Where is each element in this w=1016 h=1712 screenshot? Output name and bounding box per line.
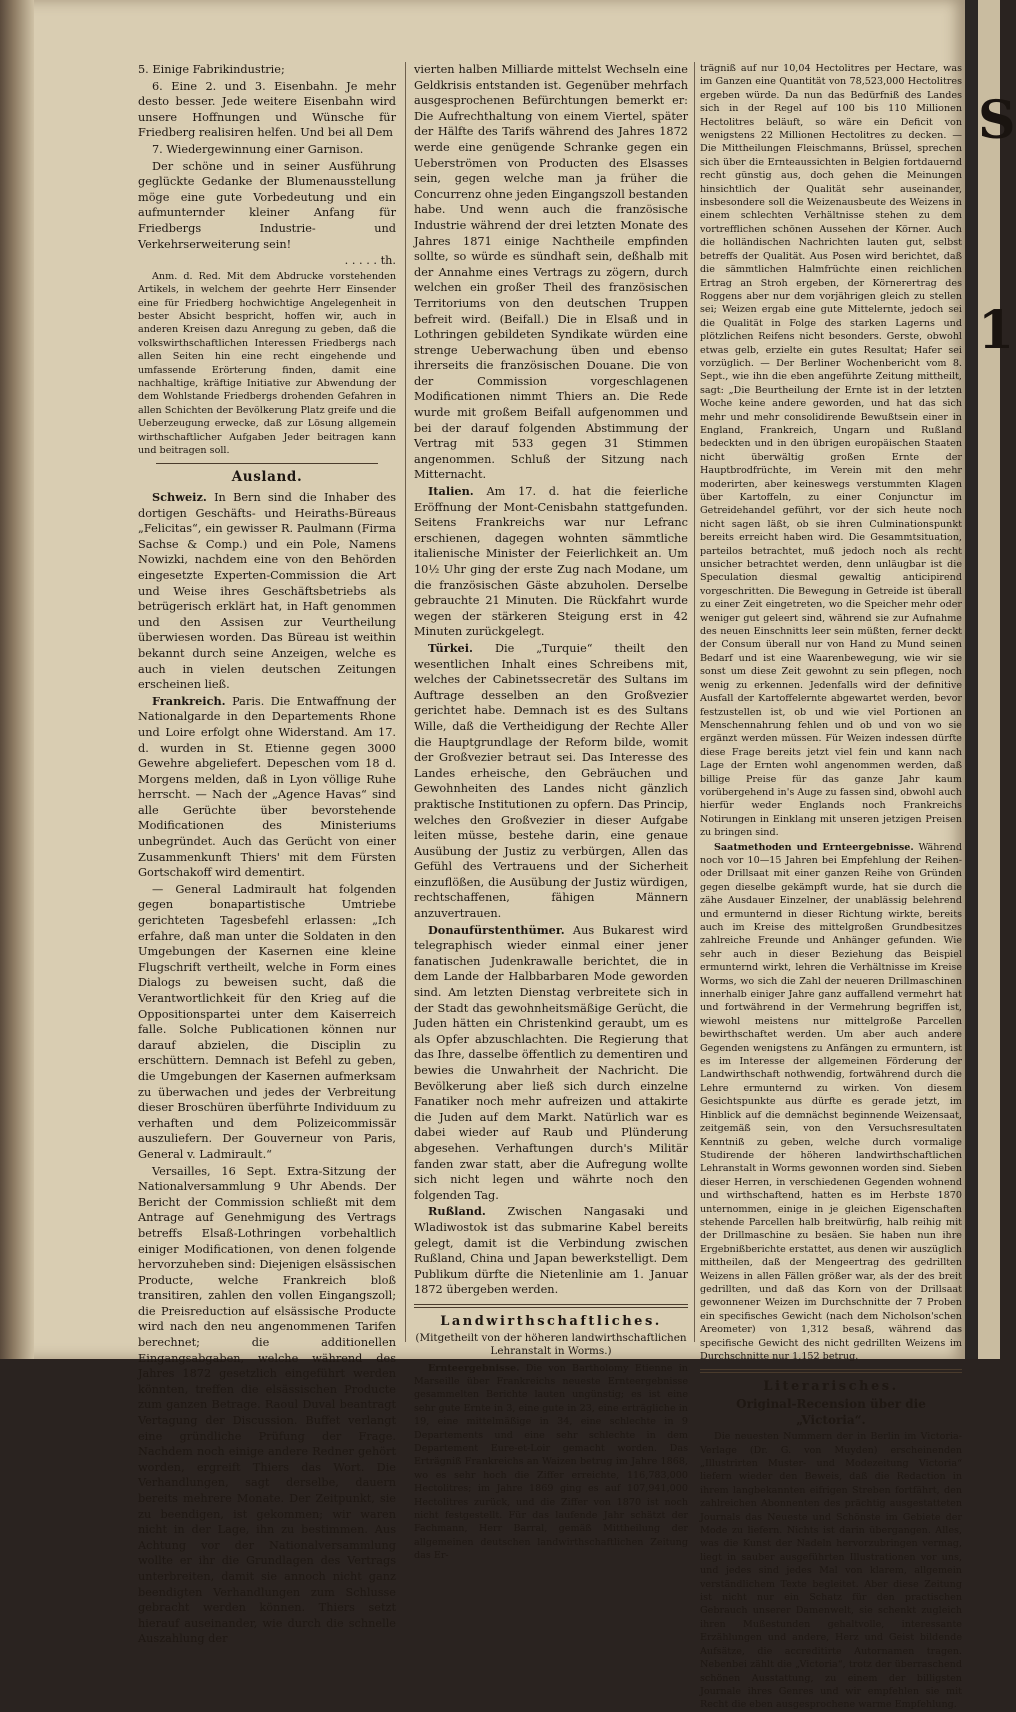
article-body: Die von Bartholomy Etienne in Marseille über Frankreichs neueste Ernteergebnisse gesammelten Berichte lauten ungünstig; es ist eine sehr gute Ernte in 3, eine gute in 23, eine erträgliche in 19, eine mittelmäßige in 34, eine schlechte in 9 Departements und eine sehr schlechte in dem Departement Eure-et-Loir gemacht worden. Das Erträgniß Frankreichs an Waizen betrug im Jahre 1868, wo es sehr hoch die Ziffer erreichte, 116,783,000 Hectolitres; im Jahre 1869 ging es auf 107,941,000 Hectolitres zurück, und die Ziffer von 1870 ist noch nicht festgestellt. Für das laufende Jahr schätzt der Fachmann, Herr Barral, gemäß Mittheilung der allgemeinen deutschen landwirthschaftlichen Zeitung das Er- xyxy=(414,1362,688,1562)
section-divider xyxy=(700,1369,962,1373)
article-lead: Donaufürstenthümer. xyxy=(428,922,565,937)
article-italien xyxy=(414,484,688,640)
article-donau xyxy=(414,923,688,1204)
column-1 xyxy=(138,62,397,1646)
article-victoria: Die neuesten Nummern der in Berlin im Victoria-Verlage (Dr. G. von Muyden) erscheinenden „Illustrirten Muster- und Modezeitung Victoria“ liefern wieder den Beweis, daß die Redaction in ihrem langbekannten eifrigen Streben fortfährt, den zahlreichen Abonnenten des prächtig ausgestatteten Journals das Neueste und Schönste im Gebiete der Mode zu liefern. Nichts ist darin übergangen. Alles, was die Kunst der Nadeln hervorzubringen vermag, liegt in sauber ausgeführten Illustrationen vor uns, und jedes sind jedes Mal von klarem, allgemein verständlichem Texte begleitet. Aber diese Zeitung ist nicht nur ein Schatz für den practischen Gebrauch unserer Damenwelt, sie schenkt zugleich ihren Mußestunden gehaltvolle, interessante Erzählungen und andere, Herz und Geist bildende Aufsätze, die accreditirte Autornamen tragen. Nebenbei zählt die „Victoria“, trotz der überraschend schönen Ausstattung, zu einem der billigsten Journale ihres Genres und wir empfehlen sie mit Recht die eben ausgesprochene warme Empfehlung. xyxy=(700,1431,962,1711)
article-lead: Rußland. xyxy=(428,1204,486,1219)
editor-note: Anm. d. Red. Mit dem Abdrucke vorstehenden Artikels, in welchem der geehrte Herr Einsender eine für Friedberg hochwichtige Angelegenheit in bester Absicht bespricht, hoffen wir, auch in anderen Kreisen dazu Anregung zu geben, daß die volkswirthschaftlichen Interessen Friedbergs nach allen Seiten hin eine recht eingehende und umfassende Erörterung finden, damit eine nachhaltige, kräftige Initiative zur Abwendung der dem Wohlstande Friedbergs drohenden Gefahren in allen Schichten der Bevölkerung Platz greife und die Ueberzeugung erwecke, daß zur Lösung allgemein wirthschaftlicher Aufgaben Jeder beitragen kann und beitragen soll. xyxy=(138,270,396,456)
article-ernte xyxy=(414,1362,688,1563)
author-signature: . . . . . th. xyxy=(344,254,396,268)
article-lead: Schweiz. xyxy=(152,490,207,504)
scan-margin xyxy=(965,0,1016,1359)
section-heading-literarisches: Literarisches. xyxy=(763,1379,899,1395)
section-subtitle: (Mitgetheilt von der höheren landwirthschaftlichen Lehranstalt in Worms.) xyxy=(415,1331,687,1357)
next-page-letter: S xyxy=(978,90,1016,151)
article-russland xyxy=(414,1204,688,1298)
article-lead: Saatmethoden und Ernteergebnisse. xyxy=(714,841,914,853)
article-body: Während noch vor 10—15 Jahren bei Empfehlung der Reihen- oder Drillsaat mit einer ganzen Reihe von Gründen gegen dieselbe gekämpft wurde, hat sie durch die zähe Ausdauer Einzelner, der unablässig belehrend und ermunternd in dieser Richtung wirkte, bereits auch im Kreise des mittelgroßen Grundbesitzes zahlreiche Freunde und Anhänger gefunden. Wie sehr auch in dieser Beziehung das Beispiel ermunternd wirkt, lehren die Verhältnisse im Kreise Worms, wo sich die Zahl der neueren Drillmaschinen innerhalb einiger Jahre ganz auffallend vermehrt hat und fortwährend in der Vermehrung begriffen ist, wiewohl meistens nur mittelgroße Parcellen bewirthschaftet werden. Um aber auch andere Gegenden wenigstens zu Anfängen zu ermuntern, ist es im Interesse der allgemeinen Förderung der Landwirthschaft nothwendig, fortwährend durch die Lehre ermunternd zu wirken. Von diesem Gesichtspunkte aus dürfte es gerade jetzt, im Hinblick auf die demnächst beginnende Weizensaat, zeitgemäß sein, von den Versuchsresultaten Kenntniß zu geben, welche durch vormalige Studirende der höheren landwirthschaftlichen Lehranstalt in Worms gewonnen worden sind. Sieben dieser Herren, in verschiedenen Gegenden wohnend und wirthschaftend, hatten es im Herbste 1870 unternommen, einige in je gleichen Eigenschaften stehende Parcellen halb breitwürfig, halb reihig mit der Drillmaschine zu besäen. Sie haben nun ihre Ergebnißberichte erstattet, aus denen wir auszüglich mittheilen, daß der Mengeertrag des gedrillten Weizens in allen Fällen größer war, als der des breit gedrillten, und daß das Korn von der Drillsaat gewonnener Weizen im Durchschnitte der 7 Proben ein specifisches Gewicht (nach dem Nicholson'schen Areometer) von 1,312 besaß, während das specifische Gewicht des nicht gedrillten Weizens im Durchschnitte nur 1,152 betrug. xyxy=(700,841,962,1362)
article-body: In Bern sind die Inhaber des dortigen Geschäfts- und Heiraths-Büreaus „Felicitas“, ein gewisser R. Paulmann (Firma Sachse & Comp.) und ein Pole, Namens Nowizki, nachdem eine von den Behörden eingesetzte Experten-Commission die Art und Weise ihres Geschäftsbetriebs als betrügerisch erklärt hat, in Haft genommen und den Assisen zur Veurtheilung überwiesen worden. Das Büreau ist weithin bekannt durch seine Anzeigen, welche es auch in vielen deutschen Zeitungen erscheinen ließ. xyxy=(138,491,396,692)
next-page-letter: 1 xyxy=(978,300,1015,361)
closing-paragraph: Der schöne und in seiner Ausführung geglückte Gedanke der Blumenausstellung möge eine gute Vorbedeutung und ein aufmunternder kleiner Anfang für Friedbergs Industrie- und Verkehrserweiterung sein! xyxy=(138,159,396,251)
book-binding-edge xyxy=(0,0,34,1359)
article-lead: Italien. xyxy=(428,484,474,499)
article-schweiz xyxy=(138,490,396,693)
section-subtitle: Original-Recension über die „Victoria“. xyxy=(736,1397,926,1427)
article-body: Am 17. d. hat die feierliche Eröffnung der Mont-Cenisbahn stattgefunden. Seitens Frankreichs war nur Lefranc erschienen, dagegen wohnten sämmtliche italienische Minister der Feierlichkeit an. Um 10½ Uhr ging der erste Zug nach Modane, um die französischen Gäste abzuholen. Derselbe gebrauchte 21 Minuten. Die Rückfahrt wurde wegen der stärkeren Steigung erst in 42 Minuten zurückgelegt. xyxy=(414,485,689,639)
section-heading-landwirthschaft: Landwirthschaftliches. xyxy=(440,1313,662,1329)
next-page-edge xyxy=(978,0,1016,1359)
list-item: 7. Wiedergewinnung einer Garnison. xyxy=(152,142,364,156)
article-body: Aus Bukarest wird telegraphisch wieder einmal einer jener fanatischen Judenkrawalle berichtet, die in dem Lande der Halbbarbaren Mode geworden sind. Am letzten Dienstag verbreitete sich in der Stadt das gewohnheitsmäßige Gerücht, die Juden hätten ein Christenkind geraubt, um es als Opfer abzuschlachten. Die Regierung that das Ihre, dasselbe öffentlich zu dementiren und bewies die Unwahrheit der Nachricht. Die Bevölkerung aber ließ sich durch einzelne Fanatiker noch mehr aufreizen und attakirte die Juden auf dem Markt. Natürlich war es dabei wieder auf Raub und Plünderung abgesehen. Verhaftungen durch's Militär fanden zwar statt, aber die Aufregung wollte sich nicht legen und währte noch den folgenden Tag. xyxy=(414,923,688,1202)
article-frankreich xyxy=(138,694,396,881)
article-lead: Türkei. xyxy=(428,640,473,655)
column-rule xyxy=(405,62,406,1342)
column-2 xyxy=(414,62,689,1562)
section-divider xyxy=(414,1304,688,1308)
article-versailles: Versailles, 16 Sept. Extra-Sitzung der Nationalversammlung 9 Uhr Abends. Der Bericht der Commission schließt mit dem Antrage auf Genehmigung des Vertrags betreffs Elsaß-Lothringen vorbehaltlich einiger Modificationen, von denen folgende hervorzuheben sind: Diejenigen elsässischen Producte, welche Frankreich bloß transitiren, zahlen den vollen Eingangszoll; die Preisreduction auf elsässische Producte wird nach den neu angenommenen Tarifen berechnet; die additionellen Eingangsabgaben, welche während des Jahres 1872 gesetzlich eingeführt werden könnten, treffen die elsässischen Producte zum ganzen Betrage. Raoul Duval beantragt Vertagung der Discussion. Buffet verlangt eine gründliche Prüfung der Frage. Nachdem noch einige andere Redner gehört worden, ergreift Thiers das Wort. Die Verhandlungen, sagt derselbe, dauern bereits mehrere Monate. Der Zeitpunkt, sie zu beendigen, ist gekommen; wir waren nicht in der Lage, ihn zu bestimmen. Aus Achtung vor der Nationalversammlung wollte er ihr die Grundlagen des Vertrags unterbreiten, damit sie annoch nicht ganz beendigten Verhandlungen zum Schlusse gebracht werden können. Thiers setzt hierauf auseinander, wie durch die schnelle Auszahlung der xyxy=(138,1164,396,1646)
section-divider xyxy=(156,463,378,464)
article-body: Paris. Die Entwaffnung der Nationalgarde in den Departements Rhone und Loire erfolgt ohne Widerstand. Am 17. d. wurden in St. Etienne gegen 3000 Gewehre abgeliefert. Depeschen vom 18 d. Morgens melden, daß in Lyon völlige Ruhe herrscht. — Nach der „Agence Havas“ sind alle Gerüchte über bevorstehende Modificationen des Ministeriums unbegründet. Auch das Gerücht von einer Zusammenkunft Thiers' mit dem Fürsten Gortschakoff wird dementirt. xyxy=(138,694,397,880)
article-lead: Ernteergebnisse. xyxy=(428,1362,520,1374)
article-tuerkei xyxy=(414,641,688,922)
article-saatmethoden xyxy=(700,841,962,1364)
list-item: 5. Einige Fabrikindustrie; xyxy=(138,63,285,76)
column-rule xyxy=(694,62,695,1342)
list-item: 6. Eine 2. und 3. Eisenbahn. Je mehr desto besser. Jede weitere Eisenbahn wird unsere Hoffnungen und Wünsche für Friedberg realisiren helfen. Und bei all Dem xyxy=(138,79,396,140)
column-3 xyxy=(700,62,962,1711)
article-ladmirault: — General Ladmirault hat folgenden gegen bonapartistische Umtriebe gerichteten Tagesbefehl erlassen: „Ich erfahre, daß man unter die Soldaten in den Umgebungen der Kasernen eine kleine Flugschrift vertheilt, welche in Form eines Dialogs zu beweisen sucht, daß die Verantwortlichkeit für den Krieg auf die Oppositionspartei unter dem Kaiserreich falle. Solche Publicationen können nur darauf abzielen, die Disciplin zu erschüttern. Demnach ist Befehl zu geben, die Umgebungen der Kasernen aufmerksam zu überwachen und jedes der Verbreitung dieser Broschüren überführte Individuum zu verhaften und dem Polizeicommissär auszuliefern. Der Gouverneur von Paris, General v. Ladmirault.“ xyxy=(138,882,396,1161)
article-body: Die „Turquie“ theilt den wesentlichen Inhalt eines Schreibens mit, welches der Cabinetssecretär des Sultans im Auftrage desselben an den Großvezier gerichtet habe. Demnach ist es des Sultans Wille, daß die Vertheidigung der Rechte Aller die Hauptgrundlage der Reform bilde, womit der Großvezier betraut sei. Das Interesse des Landes erheische, den Gebräuchen und Gewohnheiten des Landes nicht gänzlich praktische Institutionen zu opfern. Das Princip, welches den Großvezier in dieser Aufgabe leiten müsse, bestehe darin, eine genaue Ausübung der Justiz zu verbürgen, Allen das Gefühl des Vertrauens und der Sicherheit einzuflößen, die Ausübung der Justiz würdigen, rechtschaffenen, fähigen Männern anzuvertrauen. xyxy=(414,641,688,921)
article-continuation: trägniß auf nur 10,04 Hectolitres per Hectare, was im Ganzen eine Quantität von 78,523,000 Hectolitres ergeben würde. Da nun das Bedürfniß des Landes sich in der Regel auf 100 bis 110 Millionen Hectolitres beläuft, so wäre ein Deficit von wenigstens 22 Millionen Hectolitres zu decken. — Die Mittheilungen Fleischmanns, Brüssel, sprechen sich über die Ernteaussichten in Belgien fortdauernd recht günstig aus, doch gehen die Meinungen hinsichtlich der Qualität sehr auseinander, insbesondere soll die Weizenausbeute des Weizens in einem schlechten Verhältnisse stehen zu dem vortrefflichen schönen Aussehen der Körner. Auch die holländischen Nachrichten lauten gut, selbst betreffs der Qualität. Aus Posen wird berichtet, daß die sämmtlichen Halmfrüchte einen reichlichen Ertrag an Stroh ergeben, der Körnerertrag des Roggens aber nur dem vorjährigen gleich zu stellen sei; Weizen ergab eine gute Mittelernte, jedoch sei die Qualität in Folge des starken Lagerns und plötzlichen Reifens nicht besonders. Gerste, obwohl etwas gelb, erzielte ein gutes Resultat; Hafer sei vorzüglich. — Der Berliner Wochenbericht vom 8. Sept., wie ihn die eben angeführte Zeitung mittheilt, sagt: „Die Beurtheilung der Ernte ist in der letzten Woche keine andere geworden, und hat das sich mehr und mehr consolidirende Bewußtsein einer in England, Frankreich, Ungarn und Rußland bedeckten und in den übrigen europäischen Staaten nicht überwältig großen Ernte der Hauptbrodfrüchte, im Verein mit den mehr moderirten, aber keineswegs verstummten Klagen über Kartoffeln, zu einer Conjunctur im Getreidehandel geführt, vor der sich heute noch nicht sagen läßt, ob sie ihren Culminationspunkt bereits erreicht haben wird. Die Gesammtsituation, parteilos betrachtet, muß jedoch noch als recht unsicher betrachtet werden, denn unläugbar ist die Speculation diesmal gewaltig anticipirend vorgeschritten. Die Bewegung in Getreide ist überall zu einer Zeit eingetreten, wo die Speicher mehr oder weniger gut geleert sind, während sie zur Aufnahme des neuen Einschnitts leer sein müßten, ferner deckt der Consum überall nur von Hand zu Mund seinen Bedarf und ist eine Waarenbewegung, wie wir sie sonst um diese Zeit gewohnt zu sein pflegen, noch wenig zu erkennen. Jedenfalls wird der definitive Ausfall der Kartoffelernte abgewartet werden, bevor festzustellen ist, ob und wie viel Portionen an Menschennahrung fehlen und ob und von wo sie ergänzt werden müssen. Für Weizen indessen dürfte diese Frage bereits jetzt viel fein und kann nach Lage der Ernten wohl angenommen werden, daß billige Preise für das ganze Jahr kaum vorübergehend in's Auge zu fassen sind, obwohl auch hierfür weder Englands noch Frankreichs Notirungen in Einklang mit unseren jetzigen Preisen zu bringen sind. xyxy=(700,63,962,839)
article-lead: Frankreich. xyxy=(152,693,226,708)
article-body: Zwischen Nangasaki und Wladiwostok ist das submarine Kabel bereits gelegt, damit ist die Verbindung zwischen Rußland, China und Japan bewerkstelligt. Dem Publikum dürfte die Nietenlinie am 1. Januar 1872 übergeben werden. xyxy=(414,1205,689,1297)
section-heading-ausland: Ausland. xyxy=(231,469,303,486)
article-continuation: vierten halben Milliarde mittelst Wechseln eine Geldkrisis entstanden ist. Gegenüber mehrfach ausgesprochenen Befürchtungen bemerkt er: Die Aufrechthaltung von einem Viertel, später der Hälfte des Tarifs während des Jahres 1872 werde eine genügende Schranke gegen ein Ueberströmen von Producten des Elsasses sein, gegen welche man ja früher die Concurrenz ohne jeden Eingangszoll bestanden habe. Und wenn auch die französische Industrie während der drei letzten Monate des Jahres 1871 einige Nachtheile empfinden sollte, so würde es sündhaft sein, deßhalb mit der Annahme eines Vertrags zu zögern, durch welchen ein großer Theil des französischen Territoriums von den deutschen Truppen befreit wird. (Beifall.) Die in Elsaß und in Lothringen gebildeten Syndikate würden eine strenge Ueberwachung üben und ebenso ihrerseits die französischen Douane. Die von der Commission vorgeschlagenen Modificationen nimmt Thiers an. Die Rede wurde mit großem Beifall aufgenommen und bei der darauf folgenden Abstimmung der Vertrag mit 533 gegen 31 Stimmen angenommen. Schluß der Sitzung nach Mitternacht. xyxy=(414,63,688,482)
